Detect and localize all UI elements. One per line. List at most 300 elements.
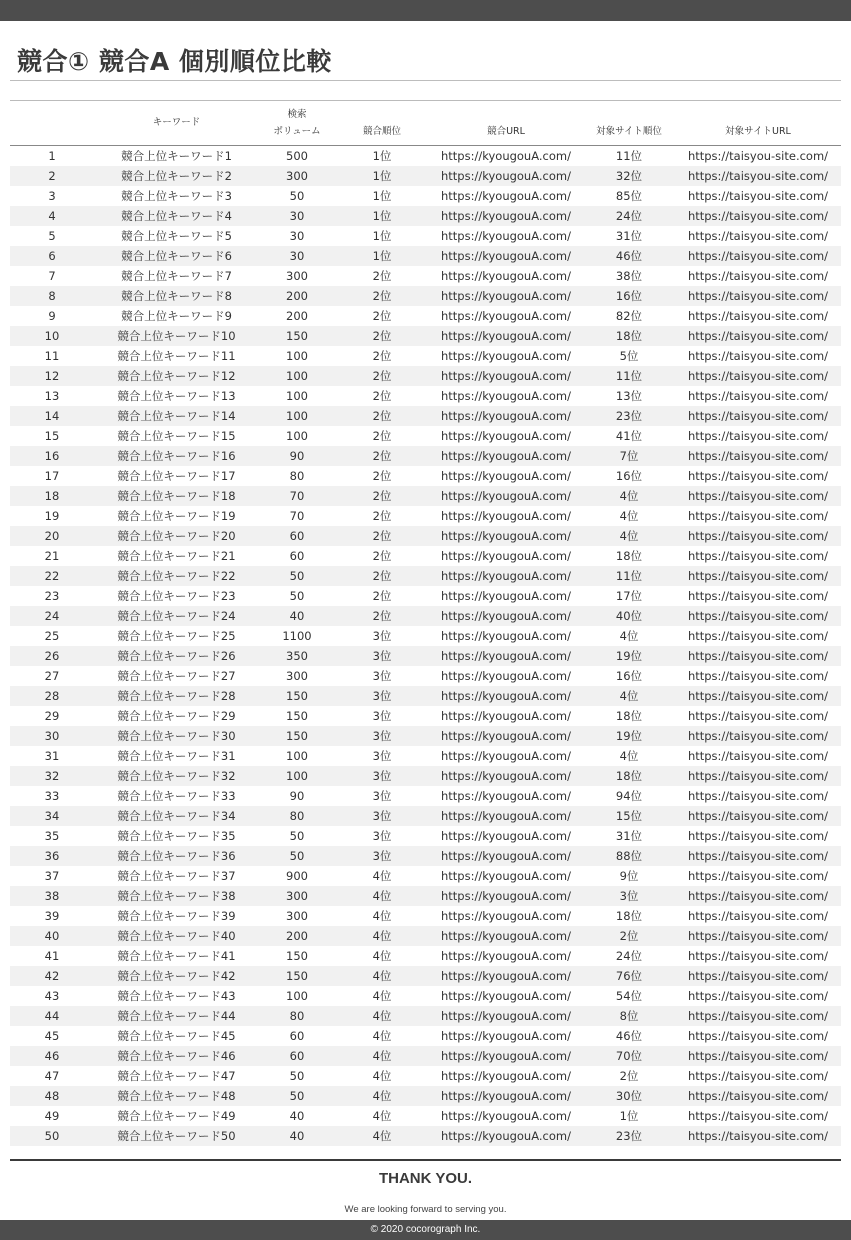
search-volume-cell: 150 bbox=[259, 966, 335, 986]
search-volume-cell: 100 bbox=[286, 389, 308, 403]
competitor-rank-cell: 2位 bbox=[335, 406, 429, 426]
competitor-rank-cell: 4位 bbox=[335, 966, 429, 986]
keyword-cell: 競合上位キーワード19 bbox=[117, 509, 236, 523]
keyword-cell: 競合上位キーワード28 bbox=[94, 686, 259, 706]
target-rank-cell: 38位 bbox=[615, 269, 643, 283]
competitor-rank-cell: 4位 bbox=[372, 1029, 392, 1043]
competitor-rank-cell: 1位 bbox=[372, 229, 392, 243]
competitor-url-cell: https://kyougouA.com/ bbox=[429, 686, 583, 706]
target-rank-cell: 16位 bbox=[583, 286, 675, 306]
search-volume-cell: 300 bbox=[259, 166, 335, 186]
keyword-cell: 競合上位キーワード16 bbox=[94, 446, 259, 466]
table-row bbox=[10, 946, 841, 966]
keyword-cell: 競合上位キーワード29 bbox=[117, 709, 236, 723]
target-url-cell: https://taisyou-site.com/ bbox=[675, 406, 841, 426]
target-rank-cell: 11位 bbox=[615, 149, 643, 163]
target-rank-cell: 4位 bbox=[583, 686, 675, 706]
row-number: 10 bbox=[10, 326, 94, 346]
target-url-cell: https://taisyou-site.com/ bbox=[687, 829, 829, 843]
target-url-cell: https://taisyou-site.com/ bbox=[675, 726, 841, 746]
competitor-url-cell: https://kyougouA.com/ bbox=[429, 926, 583, 946]
search-volume-cell: 30 bbox=[289, 229, 305, 243]
competitor-url-cell: https://kyougouA.com/ bbox=[429, 606, 583, 626]
table-row bbox=[10, 986, 841, 1006]
table-row bbox=[10, 766, 841, 786]
target-url-cell: https://taisyou-site.com/ bbox=[675, 606, 841, 626]
competitor-rank-cell: 4位 bbox=[372, 909, 392, 923]
search-volume-cell: 200 bbox=[286, 309, 308, 323]
header-no bbox=[10, 101, 94, 146]
competitor-url-cell: https://kyougouA.com/ bbox=[429, 966, 583, 986]
row-number: 22 bbox=[10, 566, 94, 586]
search-volume-cell: 200 bbox=[259, 286, 335, 306]
row-number: 13 bbox=[44, 389, 60, 403]
page-title: 競合① 競合A 個別順位比較 bbox=[17, 47, 332, 76]
search-volume-cell: 50 bbox=[289, 189, 305, 203]
table-row bbox=[10, 706, 841, 726]
competitor-rank-cell: 2位 bbox=[335, 526, 429, 546]
search-volume-cell: 300 bbox=[259, 886, 335, 906]
target-url-cell: https://taisyou-site.com/ bbox=[687, 949, 829, 963]
keyword-cell: 競合上位キーワード10 bbox=[94, 326, 259, 346]
keyword-cell: 競合上位キーワード49 bbox=[117, 1109, 236, 1123]
row-number: 7 bbox=[48, 269, 56, 283]
target-url-cell: https://taisyou-site.com/ bbox=[675, 686, 841, 706]
target-url-cell: https://taisyou-site.com/ bbox=[687, 1069, 829, 1083]
target-url-cell: https://taisyou-site.com/ bbox=[687, 629, 829, 643]
table-row bbox=[10, 846, 841, 866]
table-row bbox=[10, 166, 841, 186]
target-url-cell: https://taisyou-site.com/ bbox=[687, 509, 829, 523]
search-volume-cell: 30 bbox=[259, 206, 335, 226]
competitor-rank-cell: 2位 bbox=[335, 566, 429, 586]
search-volume-cell: 40 bbox=[259, 1126, 335, 1146]
competitor-url-cell: https://kyougouA.com/ bbox=[429, 406, 583, 426]
target-url-cell: https://taisyou-site.com/ bbox=[675, 286, 841, 306]
target-url-cell: https://taisyou-site.com/ bbox=[675, 446, 841, 466]
target-url-cell: https://taisyou-site.com/ bbox=[687, 469, 829, 483]
keyword-cell: 競合上位キーワード25 bbox=[117, 629, 236, 643]
competitor-url-cell: https://kyougouA.com/ bbox=[441, 909, 571, 923]
competitor-rank-cell: 2位 bbox=[372, 269, 392, 283]
row-number: 42 bbox=[10, 966, 94, 986]
target-url-cell: https://taisyou-site.com/ bbox=[687, 989, 829, 1003]
target-url-cell: https://taisyou-site.com/ bbox=[687, 149, 829, 163]
target-url-cell: https://taisyou-site.com/ bbox=[675, 526, 841, 546]
competitor-url-cell: https://kyougouA.com/ bbox=[429, 446, 583, 466]
target-url-cell: https://taisyou-site.com/ bbox=[675, 366, 841, 386]
competitor-rank-cell: 2位 bbox=[372, 429, 392, 443]
competitor-url-cell: https://kyougouA.com/ bbox=[441, 229, 571, 243]
target-rank-cell: 94位 bbox=[615, 789, 643, 803]
row-number: 28 bbox=[10, 686, 94, 706]
keyword-cell: 競合上位キーワード1 bbox=[121, 149, 232, 163]
title-divider bbox=[10, 80, 841, 81]
table-row bbox=[10, 426, 841, 446]
table-row bbox=[10, 1066, 841, 1086]
table-row bbox=[10, 866, 841, 886]
competitor-rank-cell: 3位 bbox=[335, 806, 429, 826]
target-url-cell: https://taisyou-site.com/ bbox=[675, 166, 841, 186]
search-volume-cell: 50 bbox=[259, 846, 335, 866]
competitor-url-cell: https://kyougouA.com/ bbox=[441, 149, 571, 163]
target-rank-cell: 46位 bbox=[615, 1029, 643, 1043]
target-rank-cell: 31位 bbox=[615, 829, 643, 843]
table-row bbox=[10, 606, 841, 626]
competitor-url-cell: https://kyougouA.com/ bbox=[441, 789, 571, 803]
row-number: 23 bbox=[44, 589, 60, 603]
competitor-rank-cell: 4位 bbox=[335, 926, 429, 946]
target-url-cell: https://taisyou-site.com/ bbox=[675, 1006, 841, 1026]
table-body bbox=[10, 146, 841, 1147]
search-volume-cell: 50 bbox=[289, 1069, 305, 1083]
table-row bbox=[10, 806, 841, 826]
search-volume-cell: 80 bbox=[289, 469, 305, 483]
target-rank-cell: 15位 bbox=[583, 806, 675, 826]
table-row bbox=[10, 1106, 841, 1126]
target-rank-cell: 24位 bbox=[583, 206, 675, 226]
keyword-cell: 競合上位キーワード18 bbox=[94, 486, 259, 506]
competitor-url-cell: https://kyougouA.com/ bbox=[429, 286, 583, 306]
row-number: 8 bbox=[10, 286, 94, 306]
row-number: 47 bbox=[44, 1069, 60, 1083]
competitor-rank-cell: 4位 bbox=[372, 869, 392, 883]
table-row bbox=[10, 1006, 841, 1026]
target-url-cell: https://taisyou-site.com/ bbox=[675, 806, 841, 826]
keyword-cell: 競合上位キーワード41 bbox=[117, 949, 236, 963]
row-number: 31 bbox=[44, 749, 60, 763]
target-url-cell: https://taisyou-site.com/ bbox=[687, 669, 829, 683]
row-number: 30 bbox=[10, 726, 94, 746]
target-rank-cell: 46位 bbox=[583, 246, 675, 266]
row-number: 33 bbox=[44, 789, 60, 803]
competitor-rank-cell: 1位 bbox=[372, 149, 392, 163]
target-rank-cell: 30位 bbox=[583, 1086, 675, 1106]
competitor-url-cell: https://kyougouA.com/ bbox=[441, 189, 571, 203]
target-rank-cell: 85位 bbox=[615, 189, 643, 203]
row-number: 48 bbox=[10, 1086, 94, 1106]
competitor-rank-cell: 3位 bbox=[372, 669, 392, 683]
target-rank-cell: 17位 bbox=[615, 589, 643, 603]
target-url-cell: https://taisyou-site.com/ bbox=[687, 269, 829, 283]
search-volume-cell: 40 bbox=[259, 606, 335, 626]
competitor-url-cell: https://kyougouA.com/ bbox=[441, 669, 571, 683]
keyword-cell: 競合上位キーワード6 bbox=[94, 246, 259, 266]
competitor-rank-cell: 3位 bbox=[335, 686, 429, 706]
row-number: 1 bbox=[48, 149, 56, 163]
keyword-cell: 競合上位キーワード23 bbox=[117, 589, 236, 603]
table-row bbox=[10, 486, 841, 506]
keyword-cell: 競合上位キーワード24 bbox=[94, 606, 259, 626]
competitor-rank-cell: 2位 bbox=[335, 606, 429, 626]
row-number: 24 bbox=[10, 606, 94, 626]
target-url-cell: https://taisyou-site.com/ bbox=[687, 909, 829, 923]
search-volume-cell: 100 bbox=[286, 749, 308, 763]
target-rank-cell: 11位 bbox=[583, 566, 675, 586]
table-row bbox=[10, 306, 841, 326]
search-volume-cell: 500 bbox=[286, 149, 308, 163]
target-rank-cell: 18位 bbox=[615, 909, 643, 923]
search-volume-cell: 150 bbox=[286, 709, 308, 723]
table-row bbox=[10, 686, 841, 706]
keyword-cell: 競合上位キーワード11 bbox=[117, 349, 236, 363]
keyword-cell: 競合上位キーワード5 bbox=[121, 229, 232, 243]
row-number: 19 bbox=[44, 509, 60, 523]
row-number: 4 bbox=[10, 206, 94, 226]
table-row bbox=[10, 786, 841, 806]
row-number: 3 bbox=[48, 189, 56, 203]
row-number: 18 bbox=[10, 486, 94, 506]
competitor-url-cell: https://kyougouA.com/ bbox=[429, 726, 583, 746]
competitor-rank-cell: 2位 bbox=[372, 509, 392, 523]
table-row bbox=[10, 206, 841, 226]
competitor-url-cell: https://kyougouA.com/ bbox=[441, 1109, 571, 1123]
competitor-rank-cell: 3位 bbox=[335, 766, 429, 786]
target-url-cell: https://taisyou-site.com/ bbox=[687, 709, 829, 723]
copyright-text: © 2020 cocorograph Inc. bbox=[370, 1224, 481, 1235]
table-row bbox=[10, 726, 841, 746]
target-rank-cell: 9位 bbox=[619, 869, 639, 883]
keyword-cell: 競合上位キーワード47 bbox=[117, 1069, 236, 1083]
competitor-rank-cell: 4位 bbox=[372, 989, 392, 1003]
target-rank-cell: 4位 bbox=[619, 629, 639, 643]
keyword-cell: 競合上位キーワード22 bbox=[94, 566, 259, 586]
competitor-rank-cell: 4位 bbox=[335, 1126, 429, 1146]
keyword-cell: 競合上位キーワード44 bbox=[94, 1006, 259, 1026]
competitor-rank-cell: 2位 bbox=[335, 326, 429, 346]
competitor-url-cell: https://kyougouA.com/ bbox=[429, 526, 583, 546]
search-volume-cell: 60 bbox=[289, 1029, 305, 1043]
target-rank-cell: 18位 bbox=[615, 709, 643, 723]
table-row bbox=[10, 586, 841, 606]
competitor-url-cell: https://kyougouA.com/ bbox=[429, 886, 583, 906]
competitor-url-cell: https://kyougouA.com/ bbox=[441, 709, 571, 723]
competitor-rank-cell: 1位 bbox=[372, 189, 392, 203]
target-rank-cell: 23位 bbox=[583, 406, 675, 426]
table-row bbox=[10, 526, 841, 546]
search-volume-cell: 50 bbox=[259, 566, 335, 586]
target-url-cell: https://taisyou-site.com/ bbox=[675, 926, 841, 946]
competitor-rank-cell: 4位 bbox=[372, 949, 392, 963]
search-volume-cell: 100 bbox=[259, 766, 335, 786]
table-row bbox=[10, 966, 841, 986]
search-volume-cell: 30 bbox=[259, 246, 335, 266]
keyword-cell: 競合上位キーワード38 bbox=[94, 886, 259, 906]
target-url-cell: https://taisyou-site.com/ bbox=[675, 966, 841, 986]
search-volume-cell: 50 bbox=[289, 829, 305, 843]
row-number: 39 bbox=[44, 909, 60, 923]
competitor-url-cell: https://kyougouA.com/ bbox=[441, 389, 571, 403]
competitor-url-cell: https://kyougouA.com/ bbox=[429, 246, 583, 266]
competitor-rank-cell: 3位 bbox=[335, 846, 429, 866]
table-row bbox=[10, 366, 841, 386]
competitor-url-cell: https://kyougouA.com/ bbox=[441, 1029, 571, 1043]
search-volume-cell: 100 bbox=[286, 989, 308, 1003]
competitor-rank-cell: 1位 bbox=[335, 246, 429, 266]
row-number: 14 bbox=[10, 406, 94, 426]
competitor-url-cell: https://kyougouA.com/ bbox=[441, 429, 571, 443]
target-rank-cell: 11位 bbox=[583, 366, 675, 386]
target-rank-cell: 7位 bbox=[583, 446, 675, 466]
competitor-url-cell: https://kyougouA.com/ bbox=[441, 989, 571, 1003]
target-url-cell: https://taisyou-site.com/ bbox=[675, 646, 841, 666]
row-number: 46 bbox=[10, 1046, 94, 1066]
target-url-cell: https://taisyou-site.com/ bbox=[675, 1126, 841, 1146]
thank-you-heading: THANK YOU. bbox=[378, 1170, 473, 1187]
keyword-cell: 競合上位キーワード8 bbox=[94, 286, 259, 306]
competitor-url-cell: https://kyougouA.com/ bbox=[441, 349, 571, 363]
target-rank-cell: 24位 bbox=[615, 949, 643, 963]
row-number: 5 bbox=[48, 229, 56, 243]
row-number: 45 bbox=[44, 1029, 60, 1043]
competitor-rank-cell: 3位 bbox=[335, 646, 429, 666]
header-target-rank: 対象サイト順位 bbox=[583, 101, 675, 146]
footer-divider bbox=[10, 1159, 841, 1161]
target-url-cell: https://taisyou-site.com/ bbox=[675, 326, 841, 346]
target-url-cell: https://taisyou-site.com/ bbox=[687, 549, 829, 563]
keyword-cell: 競合上位キーワード31 bbox=[117, 749, 236, 763]
table-row bbox=[10, 186, 841, 206]
competitor-rank-cell: 4位 bbox=[335, 886, 429, 906]
keyword-cell: 競合上位キーワード30 bbox=[94, 726, 259, 746]
competitor-rank-cell: 2位 bbox=[372, 309, 392, 323]
target-rank-cell: 16位 bbox=[615, 469, 643, 483]
competitor-rank-cell: 2位 bbox=[335, 286, 429, 306]
competitor-url-cell: https://kyougouA.com/ bbox=[441, 869, 571, 883]
target-url-cell: https://taisyou-site.com/ bbox=[687, 349, 829, 363]
target-url-cell: https://taisyou-site.com/ bbox=[687, 189, 829, 203]
row-number: 27 bbox=[44, 669, 60, 683]
target-url-cell: https://taisyou-site.com/ bbox=[675, 1046, 841, 1066]
row-number: 2 bbox=[10, 166, 94, 186]
header-competitor-url: 競合URL bbox=[429, 101, 583, 146]
target-url-cell: https://taisyou-site.com/ bbox=[687, 789, 829, 803]
keyword-cell: 競合上位キーワード13 bbox=[117, 389, 236, 403]
competitor-rank-cell: 2位 bbox=[335, 366, 429, 386]
target-rank-cell: 1位 bbox=[619, 1109, 639, 1123]
table-row bbox=[10, 226, 841, 246]
keyword-cell: 競合上位キーワード46 bbox=[94, 1046, 259, 1066]
header-volume-line1: 検索 bbox=[287, 109, 307, 120]
competitor-rank-cell: 2位 bbox=[372, 389, 392, 403]
search-volume-cell: 100 bbox=[259, 366, 335, 386]
keyword-cell: 競合上位キーワード3 bbox=[121, 189, 232, 203]
competitor-rank-cell: 3位 bbox=[372, 789, 392, 803]
keyword-cell: 競合上位キーワード42 bbox=[94, 966, 259, 986]
table-row bbox=[10, 146, 841, 167]
competitor-url-cell: https://kyougouA.com/ bbox=[441, 469, 571, 483]
table-row bbox=[10, 886, 841, 906]
target-rank-cell: 19位 bbox=[583, 646, 675, 666]
keyword-cell: 競合上位キーワード45 bbox=[117, 1029, 236, 1043]
competitor-url-cell: https://kyougouA.com/ bbox=[441, 269, 571, 283]
table-row bbox=[10, 1086, 841, 1106]
search-volume-cell: 90 bbox=[259, 446, 335, 466]
competitor-url-cell: https://kyougouA.com/ bbox=[441, 1069, 571, 1083]
keyword-cell: 競合上位キーワード15 bbox=[117, 429, 236, 443]
row-number: 16 bbox=[10, 446, 94, 466]
row-number: 50 bbox=[10, 1126, 94, 1146]
competitor-rank-cell: 2位 bbox=[372, 469, 392, 483]
search-volume-cell: 900 bbox=[286, 869, 308, 883]
table-row bbox=[10, 1126, 841, 1146]
competitor-url-cell: https://kyougouA.com/ bbox=[441, 549, 571, 563]
target-url-cell: https://taisyou-site.com/ bbox=[675, 1086, 841, 1106]
table-row bbox=[10, 446, 841, 466]
table-row bbox=[10, 466, 841, 486]
search-volume-cell: 40 bbox=[289, 1109, 305, 1123]
target-rank-cell: 70位 bbox=[583, 1046, 675, 1066]
table-row bbox=[10, 346, 841, 366]
row-number: 11 bbox=[44, 349, 60, 363]
search-volume-cell: 80 bbox=[259, 1006, 335, 1026]
target-rank-cell: 31位 bbox=[615, 229, 643, 243]
search-volume-cell: 90 bbox=[289, 789, 305, 803]
competitor-url-cell: https://kyougouA.com/ bbox=[429, 206, 583, 226]
target-rank-cell: 16位 bbox=[615, 669, 643, 683]
table-row bbox=[10, 1026, 841, 1046]
table-row bbox=[10, 386, 841, 406]
copyright-bar bbox=[0, 1220, 851, 1240]
search-volume-cell: 200 bbox=[259, 926, 335, 946]
target-rank-cell: 76位 bbox=[583, 966, 675, 986]
search-volume-cell: 60 bbox=[289, 549, 305, 563]
target-rank-cell: 88位 bbox=[583, 846, 675, 866]
competitor-rank-cell: 2位 bbox=[335, 486, 429, 506]
target-url-cell: https://taisyou-site.com/ bbox=[687, 589, 829, 603]
target-rank-cell: 18位 bbox=[583, 766, 675, 786]
search-volume-cell: 150 bbox=[259, 726, 335, 746]
keyword-cell: 競合上位キーワード2 bbox=[94, 166, 259, 186]
keyword-cell: 競合上位キーワード20 bbox=[94, 526, 259, 546]
competitor-rank-cell: 2位 bbox=[372, 589, 392, 603]
search-volume-cell: 50 bbox=[259, 1086, 335, 1106]
target-url-cell: https://taisyou-site.com/ bbox=[675, 766, 841, 786]
target-url-cell: https://taisyou-site.com/ bbox=[675, 846, 841, 866]
row-number: 32 bbox=[10, 766, 94, 786]
table-row bbox=[10, 1046, 841, 1066]
keyword-cell: 競合上位キーワード35 bbox=[117, 829, 236, 843]
row-number: 40 bbox=[10, 926, 94, 946]
table-header-row bbox=[10, 101, 841, 146]
competitor-rank-cell: 3位 bbox=[372, 629, 392, 643]
target-url-cell: https://taisyou-site.com/ bbox=[687, 869, 829, 883]
competitor-rank-cell: 4位 bbox=[335, 1006, 429, 1026]
keyword-cell: 競合上位キーワード32 bbox=[94, 766, 259, 786]
ranking-table bbox=[10, 100, 841, 1146]
target-rank-cell: 54位 bbox=[615, 989, 643, 1003]
row-number: 29 bbox=[44, 709, 60, 723]
row-number: 44 bbox=[10, 1006, 94, 1026]
header-target-url: 対象サイトURL bbox=[675, 101, 841, 146]
keyword-cell: 競合上位キーワード12 bbox=[94, 366, 259, 386]
search-volume-cell: 100 bbox=[286, 349, 308, 363]
table-row bbox=[10, 286, 841, 306]
keyword-cell: 競合上位キーワード14 bbox=[94, 406, 259, 426]
table-row bbox=[10, 746, 841, 766]
row-number: 9 bbox=[48, 309, 56, 323]
row-number: 21 bbox=[44, 549, 60, 563]
row-number: 17 bbox=[44, 469, 60, 483]
competitor-url-cell: https://kyougouA.com/ bbox=[441, 589, 571, 603]
keyword-cell: 競合上位キーワード50 bbox=[94, 1126, 259, 1146]
keyword-cell: 競合上位キーワード4 bbox=[94, 206, 259, 226]
target-url-cell: https://taisyou-site.com/ bbox=[687, 1109, 829, 1123]
target-rank-cell: 82位 bbox=[615, 309, 643, 323]
target-url-cell: https://taisyou-site.com/ bbox=[687, 229, 829, 243]
search-volume-cell: 300 bbox=[286, 669, 308, 683]
competitor-rank-cell: 3位 bbox=[372, 709, 392, 723]
